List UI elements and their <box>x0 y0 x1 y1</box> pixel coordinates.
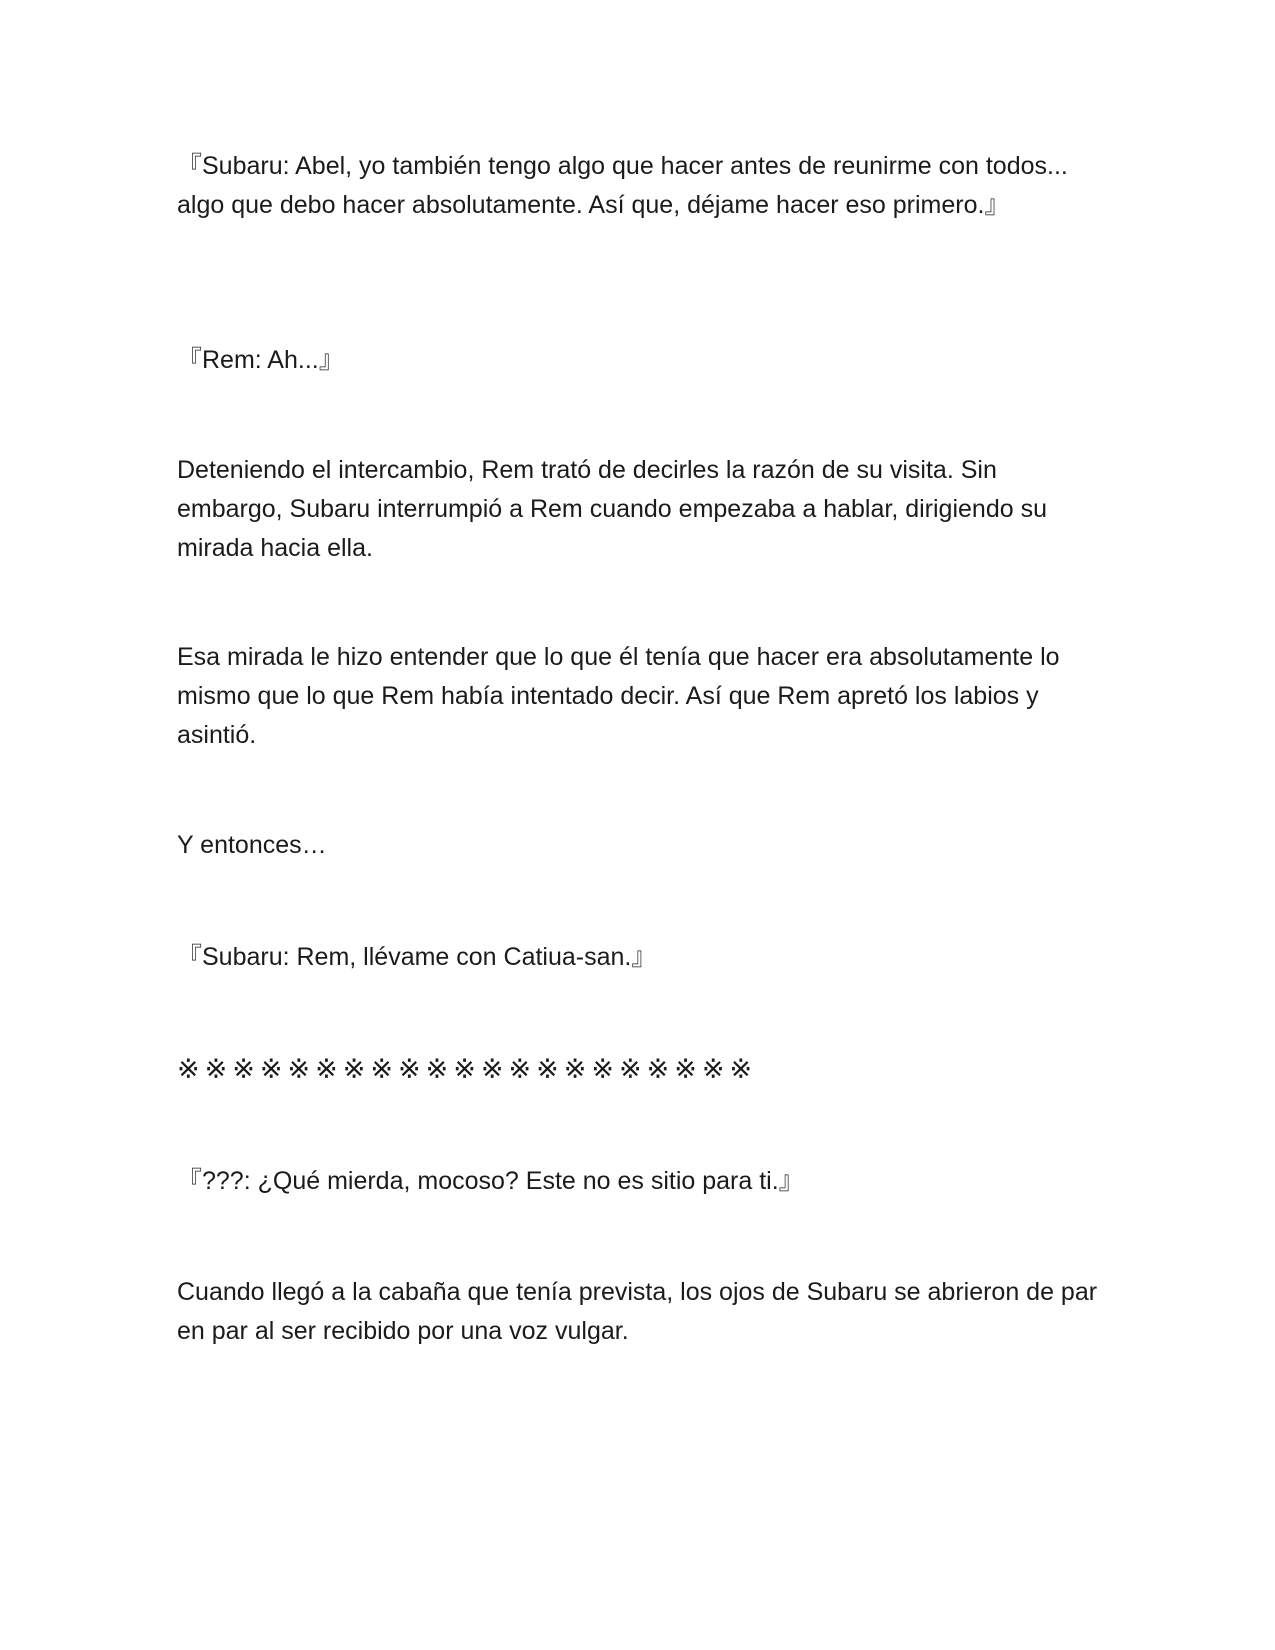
narration-paragraph: Esa mirada le hizo entender que lo que él tenía que hacer era absolutamente lo mismo que lo que Rem había intentado decir. Así que Rem apretó los labios y asintió. <box>177 643 1067 749</box>
scene-separator: ※※※※※※※※※※※※※※※※※※※※※ <box>177 1054 758 1085</box>
narration-paragraph: Deteniendo el intercambio, Rem trató de decirles la razón de su visita. Sin embargo, Subaru interrumpió a Rem cuando empezaba a hablar, dirigiendo su mirada hacia ella. <box>177 456 1054 562</box>
dialogue-unknown: 『???: ¿Qué mierda, mocoso? Este no es sitio para ti.』 <box>177 1167 804 1195</box>
narration-paragraph: Y entonces… <box>177 831 327 859</box>
dialogue-subaru-abel: 『Subaru: Abel, yo también tengo algo que hacer antes de reunirme con todos... algo que debo hacer absolutamente. Así que, déjame hacer eso primero.』 <box>177 152 1075 219</box>
narration-paragraph: Cuando llegó a la cabaña que tenía prevista, los ojos de Subaru se abrieron de par en par al ser recibido por una voz vulgar. <box>177 1278 1105 1345</box>
dialogue-rem-ah: 『Rem: Ah...』 <box>177 346 344 374</box>
dialogue-subaru-catiua: 『Subaru: Rem, llévame con Catiua-san.』 <box>177 943 657 971</box>
